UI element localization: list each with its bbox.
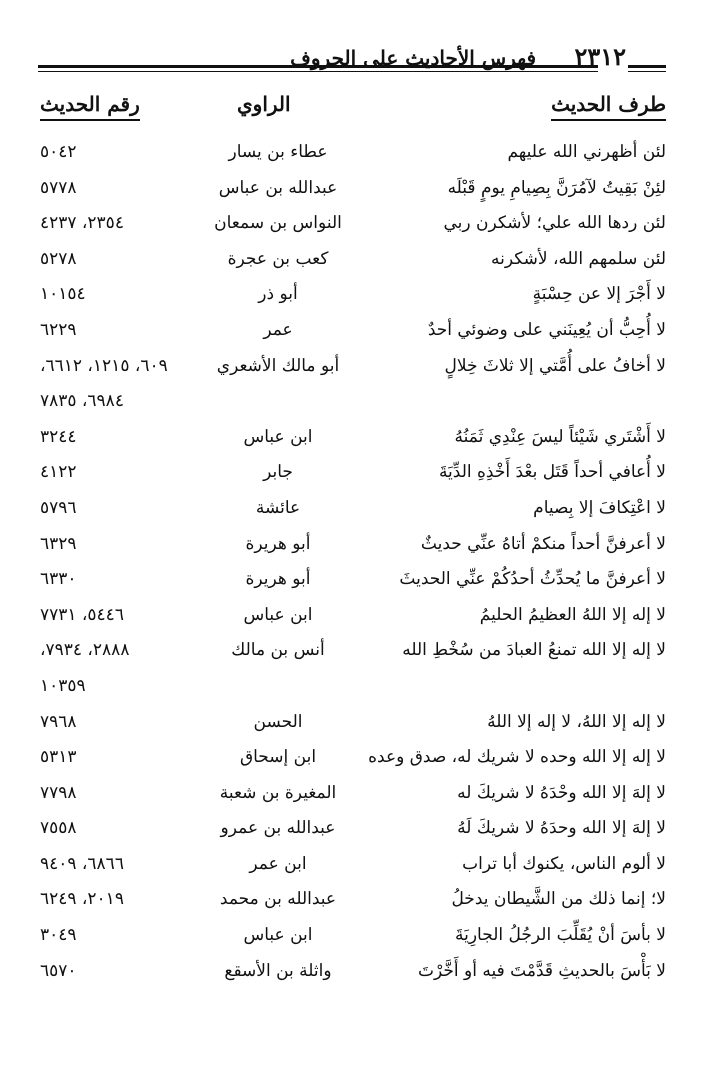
narrator-name: عبدالله بن محمد — [219, 889, 337, 910]
table-row — [38, 174, 666, 210]
narrator-name: ابن عباس — [243, 925, 313, 946]
hadith-text: لا إله إلا الله تمنعُ العبادَ من سُخْطِ الله — [402, 640, 666, 661]
hadith-number: ٥٣١٣ — [40, 747, 77, 768]
table-row — [38, 494, 666, 530]
hadith-text: لا إله إلا اللهُ، لا إله إلا اللهُ — [487, 711, 666, 732]
hadith-text: لئن ردها الله علي؛ لأشكرن ربي — [443, 213, 666, 234]
table-row — [38, 530, 666, 566]
table-row — [38, 423, 666, 459]
hadith-number: ٦٣٢٩ — [40, 533, 77, 554]
table-row — [38, 138, 666, 174]
hadith-number: ٦٩٨٤، ٧٨٣٥ — [40, 391, 124, 412]
narrator-name: عائشة — [255, 497, 301, 518]
table-row — [38, 672, 666, 708]
hadith-number: ٥٤٤٦، ٧٧٣١ — [40, 604, 124, 625]
hadith-text: لا أخافُ على أُمَّتي إلا ثلاثَ خِلالٍ — [444, 355, 666, 376]
narrator-name: جابر — [263, 462, 293, 483]
column-header-hadith: طرف الحديث — [551, 92, 666, 121]
hadith-text: لا اعْتِكافَ إلا بِصيام — [533, 497, 666, 518]
hadith-number: ٣٢٤٤ — [40, 426, 77, 447]
hadith-number: ٢٠١٩، ٦٢٤٩ — [40, 889, 124, 910]
table-row — [38, 743, 666, 779]
hadith-text: لا أَشْتَري شَيْئاً ليسَ عِنْدِي ثَمَنُهُ — [454, 426, 666, 447]
table-row — [38, 885, 666, 921]
narrator-name: أبو هريرة — [245, 569, 311, 590]
hadith-number: ٣٠٤٩ — [40, 925, 77, 946]
table-row — [38, 280, 666, 316]
narrator-name: المغيرة بن شعبة — [219, 782, 337, 803]
table-row — [38, 921, 666, 957]
table-row — [38, 814, 666, 850]
header-rule-right — [628, 65, 666, 68]
hadith-text: لا إلهَ إلا الله وحْدَهُ لا شريكَ له — [457, 782, 666, 803]
hadith-text: لا إلهَ إلا الله وحدَهُ لا شريكَ لَهُ — [457, 818, 666, 839]
narrator-name: أبو ذر — [258, 284, 298, 305]
narrator-name: أنس بن مالك — [231, 640, 325, 661]
hadith-number: ٧٧٩٨ — [40, 782, 77, 803]
hadith-number: ٤١٢٢ — [40, 462, 77, 483]
hadith-number: ٢٨٨٨، ٧٩٣٤، — [40, 640, 130, 661]
hadith-text: لئن أظهرني الله عليهم — [507, 142, 666, 162]
hadith-text: لا إله إلا الله وحده لا شريك له، صدق وعده — [368, 747, 666, 768]
hadith-number: ٥٠٤٢ — [40, 142, 77, 162]
table-row — [38, 245, 666, 281]
hadith-number: ٦٥٧٠ — [40, 960, 77, 981]
narrator-name: الحسن — [253, 711, 303, 732]
table-row — [38, 636, 666, 672]
hadith-number: ١٠١٥٤ — [40, 284, 86, 305]
narrator-name: أبو هريرة — [245, 533, 311, 554]
narrator-name: كعب بن عجرة — [227, 248, 329, 269]
table-row — [38, 708, 666, 744]
narrator-name: ابن إسحاق — [239, 747, 317, 768]
column-header-number: رقم الحديث — [40, 92, 140, 121]
hadith-text: لا أَجْرَ إلا عن حِسْبَةٍ — [532, 284, 666, 305]
hadith-text: لا أُعافي أحداً قَتَل بعْدَ أَخْذِهِ الدِّيَةَ — [438, 462, 666, 483]
hadith-number: ٦٣٣٠ — [40, 569, 77, 590]
hadith-number: ٥٧٩٦ — [40, 497, 77, 518]
table-row — [38, 957, 666, 993]
header-rule-thin — [38, 71, 598, 72]
narrator-name: واثلة بن الأسقع — [224, 960, 332, 981]
table-row — [38, 779, 666, 815]
header-rule-right-thin — [628, 71, 666, 72]
page-number: ٢٣١٢ — [574, 42, 626, 71]
hadith-number: ١٠٣٥٩ — [40, 675, 86, 696]
hadith-text: لا بأسَ أنْ يُقَلِّبَ الرجُلُ الجارِيَةَ — [454, 925, 666, 946]
narrator-name: عبدالله بن عباس — [218, 177, 338, 198]
hadith-number: ٥٧٧٨ — [40, 177, 77, 198]
hadith-text: لا أُحِبُّ أن يُعِينَني على وضوئي أحدٌ — [427, 319, 666, 340]
narrator-name: عبدالله بن عمرو — [220, 818, 336, 839]
narrator-name: أبو مالك الأشعري — [216, 355, 340, 376]
column-header-narrator: الراوي — [237, 92, 291, 116]
hadith-number: ٢٣٥٤، ٤٢٣٧ — [40, 213, 124, 234]
hadith-number: ٦٢٢٩ — [40, 319, 77, 340]
table-row — [38, 209, 666, 245]
hadith-number: ٥٢٧٨ — [40, 248, 77, 269]
narrator-name: ابن عباس — [243, 426, 313, 447]
page-header — [38, 38, 666, 78]
index-table — [38, 138, 666, 992]
hadith-number: ٦٨٦٦، ٩٤٠٩ — [40, 853, 124, 874]
table-row — [38, 387, 666, 423]
table-row — [38, 565, 666, 601]
table-row — [38, 316, 666, 352]
hadith-number: ٧٥٥٨ — [40, 818, 77, 839]
hadith-text: لئن سلمهم الله، لأشكرنه — [491, 248, 666, 269]
hadith-text: لئِنْ بَقِيتُ لآمُرَنَّ بِصِيامِ يومٍ قَبْلَه — [447, 177, 666, 198]
hadith-text: لا ألوم الناس، يكنوك أبا تراب — [462, 853, 666, 874]
page-title: فهرس الأحاديث على الحروف — [290, 46, 536, 70]
table-row — [38, 352, 666, 388]
narrator-name: ابن عباس — [243, 604, 313, 625]
hadith-text: لا أعرفنَّ ما يُحدِّثُ أحدُكُمْ عنِّي الحديثَ — [399, 569, 666, 590]
narrator-name: النواس بن سمعان — [214, 213, 342, 234]
narrator-name: عمر — [263, 319, 293, 340]
hadith-text: لا؛ إنما ذلك من الشَّيطان يدخلُ — [451, 889, 666, 910]
hadith-text: لا أعرفنَّ أحداً منكمْ أتاهُ عنِّي حديثٌ — [420, 533, 666, 554]
hadith-text: لا إله إلا اللهُ العظيمُ الحليمُ — [479, 604, 666, 625]
hadith-number: ٧٩٦٨ — [40, 711, 77, 732]
table-row — [38, 601, 666, 637]
hadith-number: ٦٠٩، ١٢١٥، ٦٦١٢، — [40, 355, 168, 376]
table-row — [38, 850, 666, 886]
column-headers — [38, 92, 666, 126]
narrator-name: عطاء بن يسار — [228, 142, 328, 162]
table-row — [38, 458, 666, 494]
hadith-text: لا بَأْسَ بالحديثِ قَدَّمْتَ فيه أو أَخَّرْتَ — [418, 960, 666, 981]
narrator-name: ابن عمر — [249, 853, 307, 874]
